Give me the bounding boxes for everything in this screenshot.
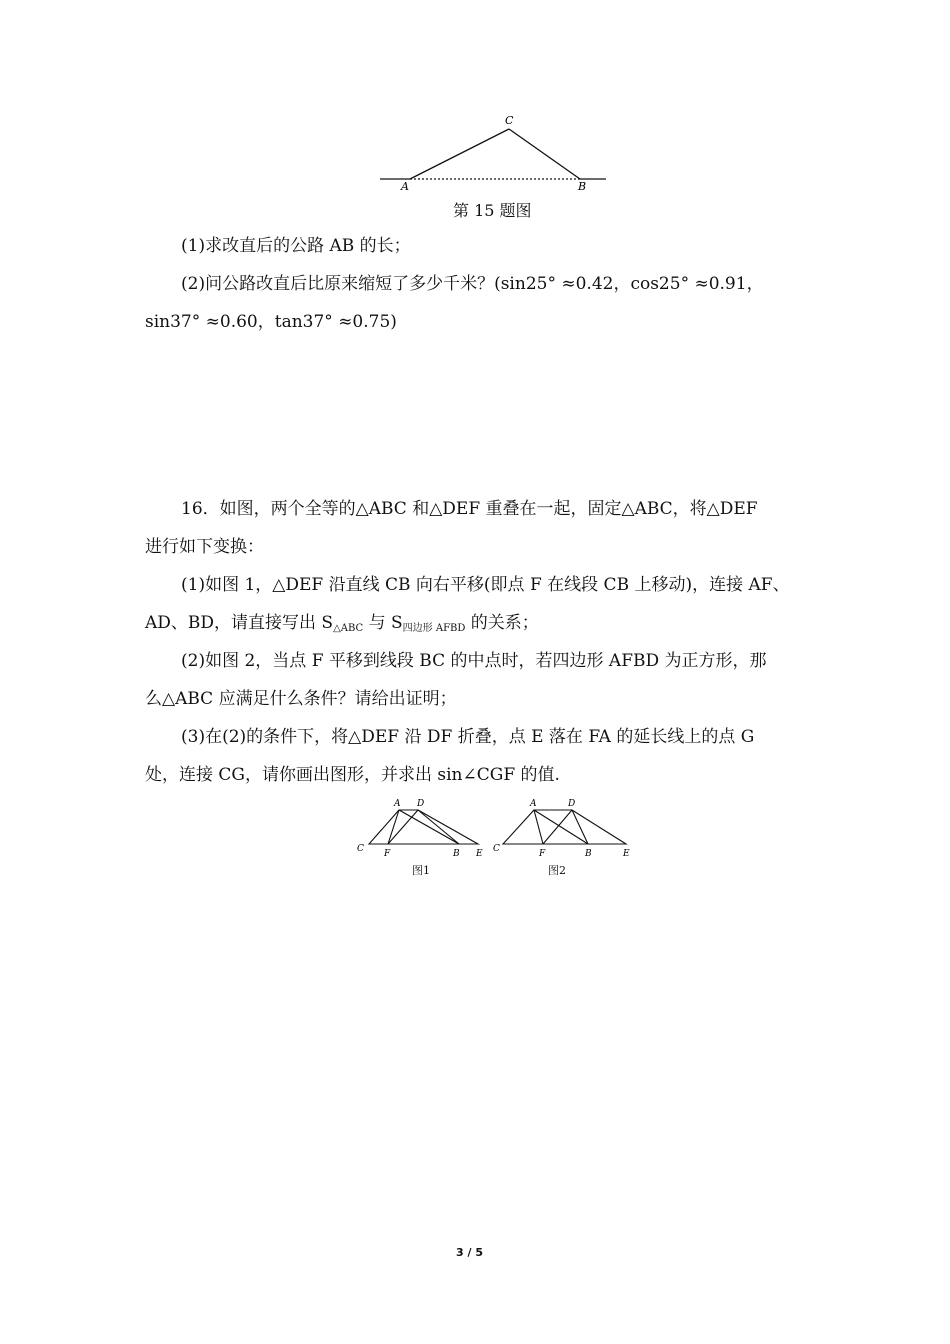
label-b: B: [453, 849, 460, 859]
label-a: A: [530, 799, 537, 809]
label-d: D: [417, 799, 425, 809]
q16-part3-line1: (3)在(2)的条件下，将△DEF 沿 DF 折叠，点 E 落在 FA 的延长线上的点 G: [181, 727, 755, 747]
q15-part2-line1: (2)问公路改直后比原来缩短了多少千米？(sin25° ≈0.42，cos25° ≈0.91，: [181, 274, 764, 294]
q16-area-triangle-subscript: △ABC: [333, 623, 364, 634]
label-a: A: [394, 799, 401, 809]
figure-2: [490, 796, 640, 862]
label-c: C: [505, 114, 514, 127]
q16-part1-line1: (1)如图 1，△DEF 沿直线 CB 向右平移(即点 F 在线段 CB 上移动)，连接 AF、: [181, 575, 790, 595]
q15-part1: (1)求改直后的公路 AB 的长；: [181, 236, 411, 256]
page-number: 3 / 5: [456, 1246, 483, 1259]
label-c: C: [493, 844, 500, 854]
segment-ac: [410, 129, 509, 179]
triangle-def: [543, 810, 626, 844]
figure-1: [352, 796, 492, 862]
label-c: C: [357, 844, 364, 854]
label-a: A: [401, 180, 409, 193]
label-d: D: [568, 799, 576, 809]
q16-part1-text-c: 的关系；: [465, 613, 539, 633]
q16-area-quad-subscript: 四边形 AFBD: [402, 623, 466, 634]
label-b: B: [578, 180, 587, 193]
q16-part2-line2: 么△ABC 应满足什么条件？请给出证明；: [145, 689, 457, 709]
q16-part2-line1: (2)如图 2，当点 F 平移到线段 BC 的中点时，若四边形 AFBD 为正方形，那: [181, 651, 767, 671]
q16-intro-line2: 进行如下变换：: [145, 537, 264, 557]
segment-cb: [509, 129, 580, 179]
q16-part1-text-a: AD、BD，请直接写出 S: [145, 613, 334, 633]
triangle-def: [388, 810, 478, 844]
triangle-abc: [503, 810, 588, 844]
figure-1-caption: 图1: [412, 864, 430, 877]
label-f: F: [384, 849, 391, 859]
label-e: E: [623, 849, 630, 859]
figure-15-caption: 第 15 题图: [453, 201, 532, 220]
label-f: F: [539, 849, 546, 859]
figure-15: [370, 110, 620, 195]
q16-part3-line2: 处，连接 CG，请你画出图形，并求出 sin∠CGF 的值.: [145, 765, 560, 785]
segment-af: [388, 810, 399, 844]
q16-intro-line1: 16．如图，两个全等的△ABC 和△DEF 重叠在一起，固定△ABC，将△DEF: [181, 499, 758, 519]
segment-bd: [418, 810, 459, 844]
figure-2-caption: 图2: [548, 864, 566, 877]
q16-part1-line2: [145, 612, 539, 640]
q16-part1-text-b: 与 S: [363, 613, 403, 633]
label-e: E: [476, 849, 483, 859]
label-b: B: [585, 849, 592, 859]
q15-part2-line2: sin37° ≈0.60，tan37° ≈0.75): [145, 312, 397, 332]
